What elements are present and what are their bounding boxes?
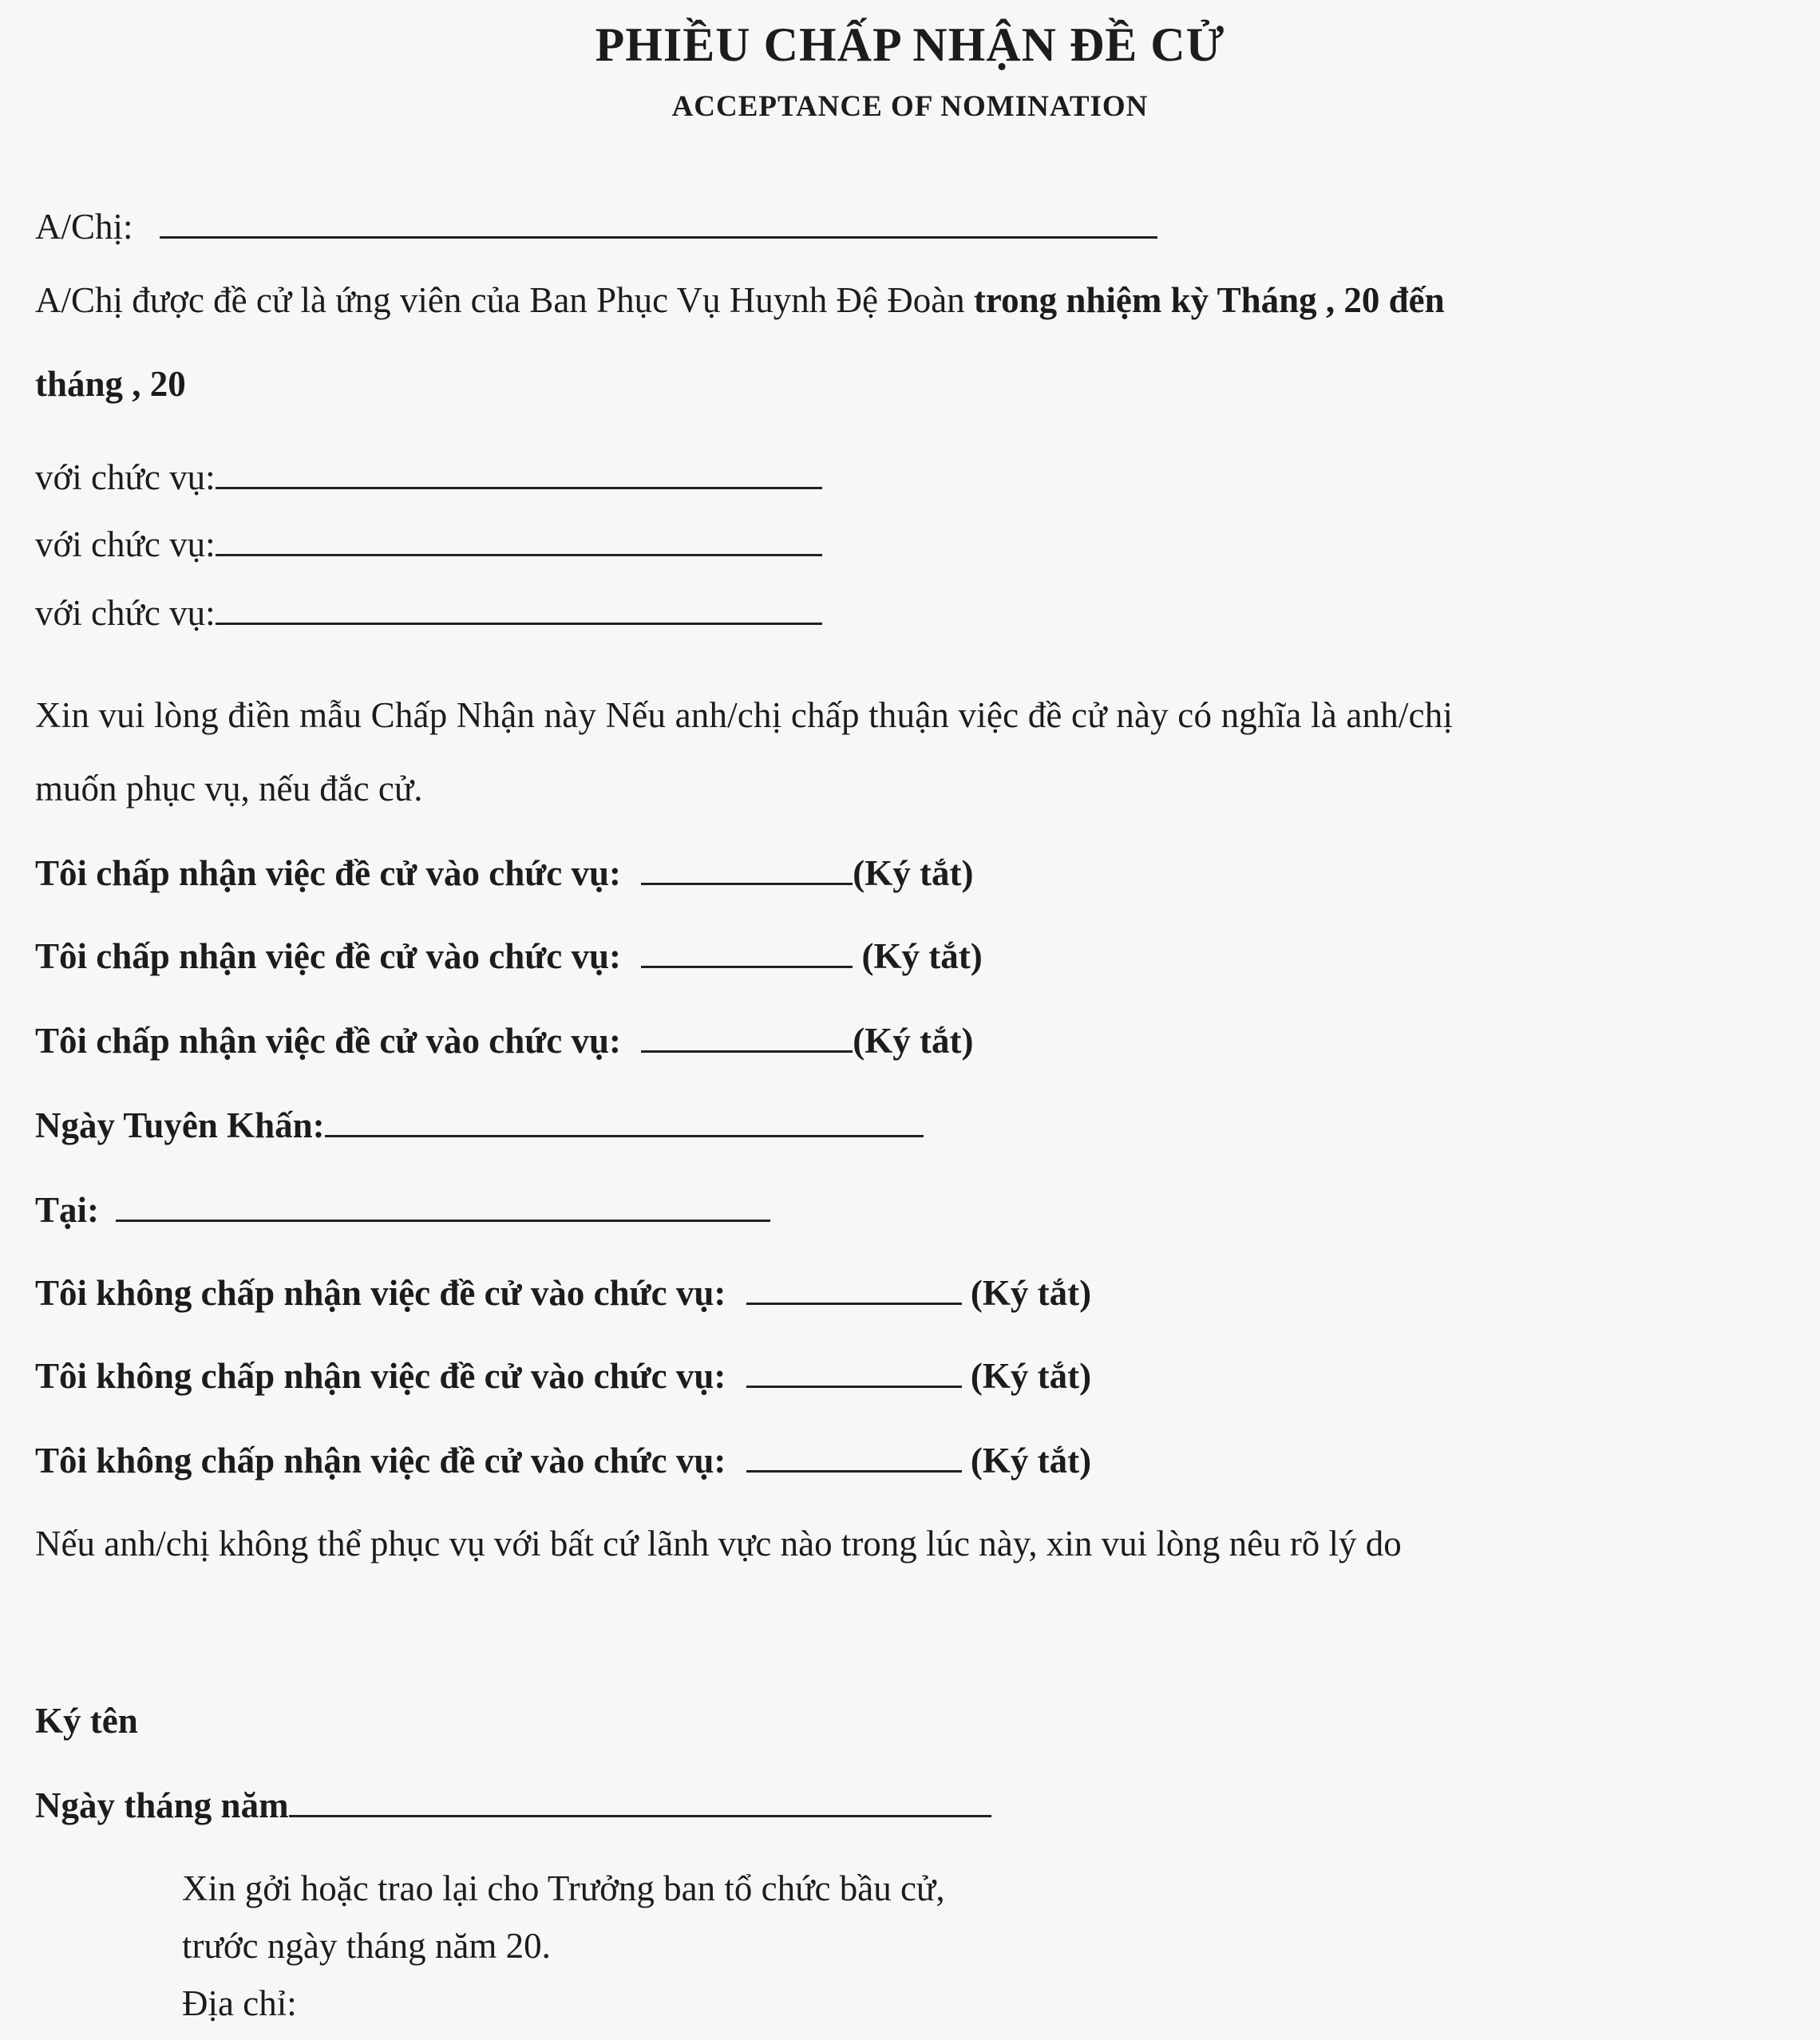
date-label: Ngày tháng năm — [35, 1785, 289, 1825]
footer-line2: trước ngày tháng năm 20. — [182, 1926, 551, 1966]
recipient-row — [35, 206, 1157, 247]
accept-row — [35, 935, 983, 977]
decline-row — [35, 1440, 1091, 1481]
nomination-term: trong nhiệm kỳ Tháng , 20 đến — [973, 280, 1445, 320]
date-field[interactable] — [289, 1814, 991, 1817]
position-field[interactable] — [216, 622, 822, 625]
accept-initial-label: (Ký tắt) — [861, 936, 983, 976]
position-label: với chức vụ: — [35, 524, 216, 564]
decline-label: Tôi không chấp nhận việc đề cử vào chức vụ: — [35, 1273, 726, 1313]
accept-row — [35, 852, 974, 894]
decline-row — [35, 1355, 1091, 1397]
decline-initial-label: (Ký tắt) — [970, 1273, 1092, 1313]
position-label: với chức vụ: — [35, 457, 216, 497]
nomination-text: A/Chị được đề cử là ứng viên của Ban Phục Vụ Huynh Đệ Đoàn — [35, 280, 974, 320]
decline-label: Tôi không chấp nhận việc đề cử vào chức vụ: — [35, 1441, 726, 1481]
accept-position-field[interactable] — [641, 965, 853, 968]
nomination-text-line1 — [35, 279, 1445, 321]
decline-row — [35, 1272, 1091, 1314]
reason-field[interactable] — [35, 1588, 1751, 1636]
location-field[interactable] — [116, 1219, 770, 1222]
form-subtitle: ACCEPTANCE OF NOMINATION — [671, 90, 1149, 123]
oath-date-row — [35, 1105, 924, 1146]
reason-prompt: Nếu anh/chị không thể phục vụ với bất cứ lãnh vực nào trong lúc này, xin vui lòng nêu rõ lý do — [35, 1524, 1402, 1564]
accept-label: Tôi chấp nhận việc đề cử vào chức vụ: — [35, 1021, 622, 1061]
position-label: với chức vụ: — [35, 593, 216, 633]
position-field[interactable] — [216, 486, 822, 489]
accept-position-field[interactable] — [641, 882, 853, 885]
signature-field[interactable] — [35, 1748, 1751, 1780]
position-row — [35, 524, 822, 565]
date-row — [35, 1785, 991, 1826]
decline-initial-label: (Ký tắt) — [970, 1356, 1092, 1396]
decline-position-field[interactable] — [746, 1302, 962, 1305]
instructions-line2: muốn phục vụ, nếu đắc cử. — [35, 769, 423, 808]
oath-date-label: Ngày Tuyên Khấn: — [35, 1105, 325, 1145]
decline-position-field[interactable] — [746, 1469, 962, 1473]
accept-label: Tôi chấp nhận việc đề cử vào chức vụ: — [35, 853, 622, 893]
accept-row — [35, 1020, 974, 1062]
nomination-text-line2: tháng , 20 — [35, 364, 186, 404]
position-row — [35, 592, 822, 634]
decline-label: Tôi không chấp nhận việc đề cử vào chức vụ: — [35, 1356, 726, 1396]
footer-line1: Xin gởi hoặc trao lại cho Trưởng ban tổ chức bầu cử, — [182, 1868, 945, 1908]
accept-label: Tôi chấp nhận việc đề cử vào chức vụ: — [35, 936, 622, 976]
oath-date-field[interactable] — [325, 1134, 924, 1137]
accept-initial-label: (Ký tắt) — [853, 1021, 974, 1061]
form-title: PHIỀU CHẤP NHẬN ĐỀ CỬ — [595, 18, 1225, 71]
position-row — [35, 457, 822, 498]
recipient-label: A/Chị: — [35, 207, 133, 247]
accept-initial-label: (Ký tắt) — [853, 853, 974, 893]
footer-address-label: Địa chỉ: — [182, 1983, 297, 2023]
accept-position-field[interactable] — [641, 1050, 853, 1053]
decline-position-field[interactable] — [746, 1385, 962, 1388]
location-label: Tại: — [35, 1190, 100, 1230]
location-row — [35, 1189, 770, 1231]
position-field[interactable] — [216, 553, 822, 556]
signature-label: Ký tên — [35, 1701, 138, 1741]
recipient-name-field[interactable] — [160, 235, 1157, 239]
decline-initial-label: (Ký tắt) — [970, 1441, 1092, 1481]
instructions-line1: Xin vui lòng điền mẫu Chấp Nhận này Nếu anh/chị chấp thuận việc đề cử này có nghĩa là anh/chị — [35, 695, 1454, 735]
